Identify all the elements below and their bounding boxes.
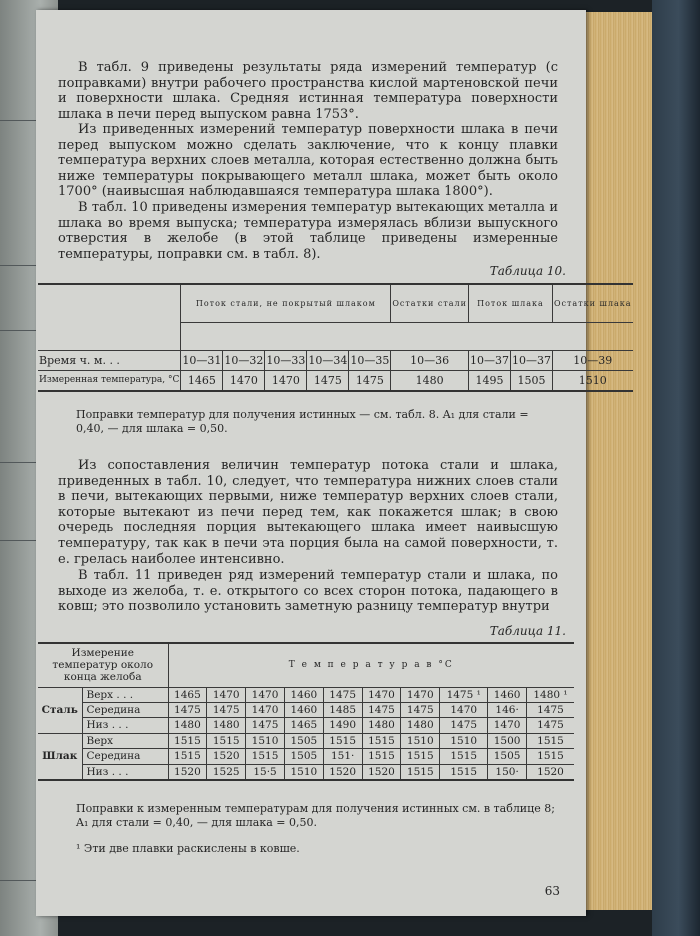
t11-cell: 1475 [207,702,246,717]
t11-cell: 1460 [284,702,323,717]
t11-cell: 1510 [246,733,285,748]
t11-cell: 1515 [401,749,440,764]
t11-cell: 1470 [246,687,285,702]
t11-cell: 1465 [168,687,207,702]
t11-cell: 1515 [440,764,488,780]
t11-cell: 150· [488,764,527,780]
t11-sublabel: Середина [82,702,168,717]
t11-cell: 1475 [168,702,207,717]
t11-cell: 1480 [207,718,246,733]
table-10 [38,283,632,392]
t11-cell: 1480 ¹ [527,687,574,702]
book-cover [652,0,700,936]
t11-cell: 1470 [401,687,440,702]
t10-time: 10—32 [223,350,265,370]
t11-sublabel: Верх . . . [82,687,168,702]
t10-temp: 1480 [391,370,469,391]
paragraph-1: В табл. 9 приведены результаты ряда измерений температур (с поправками) внутри рабочего пространства кислой мартеновской печи и поверхности шлака. Средняя истинная температура поверхности шлака в печи перед выпуском равна 1753°. [58,60,558,122]
t10-time: 10—31 [181,350,223,370]
t10-temp: 1470 [265,370,307,391]
t11-cell: 1515 [527,749,574,764]
t11-cell: 1465 [284,718,323,733]
t11-cell: 1520 [527,764,574,780]
t11-cell: 1475 [362,702,401,717]
t11-cell: 1470 [440,702,488,717]
t11-cell: 1505 [284,749,323,764]
t10-header-slag-rest: Остатки шлака [552,284,632,322]
t10-time: 10—37 [510,350,552,370]
t10-time: 10—39 [552,350,632,370]
t10-header-steel-flow: Поток стали, не покрытый шлаком [181,284,391,322]
t11-group-steel: Сталь [38,687,82,733]
t10-temp: 1475 [349,370,391,391]
paragraph-2: Из приведенных измерений температур поверхности шлака в печи перед выпуском можно сделать заключение, что к концу плавки температура верхних слоев металла, которая естественно должна быть ниже температуры покрывающего металл шлака, может быть около 1700° (наивысшая наблюдавшаяся температура шлака 1800°). [58,122,558,200]
t11-cell: 1500 [488,733,527,748]
t11-header-left: Измерение температур около конца желоба [38,643,168,687]
t11-cell: 1475 [440,718,488,733]
t11-cell: 1515 [362,733,401,748]
t11-cell: 1515 [440,749,488,764]
t11-cell: 1515 [362,749,401,764]
t11-cell: 1475 [323,687,362,702]
t11-group-slag: Шлак [38,733,82,780]
t11-cell: 1515 [401,764,440,780]
t11-cell: 1510 [284,764,323,780]
t11-cell: 1510 [440,733,488,748]
t10-time: 10—34 [307,350,349,370]
t10-label-temp: Измеренная температура, °C [38,370,181,391]
t10-label-time: Время ч. м. . . [38,350,181,370]
t11-cell: 1470 [207,687,246,702]
t11-cell: 1520 [362,764,401,780]
t11-sublabel: Верх [82,733,168,748]
t11-cell: 1460 [488,687,527,702]
t11-cell: 15·5 [246,764,285,780]
t11-sublabel: Низ . . . [82,764,168,780]
t11-cell: 1520 [323,764,362,780]
table10-note: Поправки температур для получения истинных — см. табл. 8. A₁ для стали = 0,40, — для шлака = 0,50. [76,408,529,435]
t11-cell: 1515 [527,733,574,748]
t10-temp: 1465 [181,370,223,391]
paragraph-4: Из сопоставления величин температур потока стали и шлака, приведенных в табл. 10, следует, что температура нижних слоев стали в печи, вытекающих первыми, ниже температур верхних слоев стали, которые вытекают из печи перед тем, как покажется шлак; в свою очередь последняя порция вытекающего шлака имеет наивысшую температуру, так как в печи эта порция была на самой поверхности, т. е. грелась наиболее интенсивно. [58,458,558,567]
t10-header-steel-rest: Остатки стали [391,284,469,322]
t11-cell: 1460 [284,687,323,702]
paragraph-3: В табл. 10 приведены измерения температур вытекающих металла и шлака во время выпуска; температура измерялась вблизи выпускного отверстия в желобе (в этой таблице приведены измеренные температуры, поправки см. в табл. 8). [58,200,558,262]
t11-cell: 1480 [168,718,207,733]
t11-cell: 1470 [246,702,285,717]
book-page [36,10,632,916]
t10-temp: 1470 [223,370,265,391]
t11-cell: 1520 [207,749,246,764]
t11-sublabel: Середина [82,749,168,764]
t11-cell: 1475 [401,702,440,717]
table-11 [38,642,574,781]
t11-cell: 1520 [168,764,207,780]
t11-cell: 1470 [362,687,401,702]
table11-caption: Таблица 11. [489,624,566,638]
t11-header-right: Т е м п е р а т у р а в °C [168,643,574,687]
t11-cell: 1515 [168,733,207,748]
t11-cell: 1515 [207,733,246,748]
t10-temp: 1510 [552,370,632,391]
t11-cell: 1480 [401,718,440,733]
t11-cell: 1505 [284,733,323,748]
t10-temp: 1475 [307,370,349,391]
t10-time: 10—36 [391,350,469,370]
t10-temp: 1495 [468,370,510,391]
t11-cell: 1475 [246,718,285,733]
t11-cell: 1505 [488,749,527,764]
t11-cell: 1475 ¹ [440,687,488,702]
t10-time: 10—33 [265,350,307,370]
t11-sublabel: Низ . . . [82,718,168,733]
t10-time: 10—35 [349,350,391,370]
table11-footnote: ¹ Эти две плавки раскислены в ковше. [76,842,300,855]
t11-cell: 1515 [246,749,285,764]
t11-cell: 151· [323,749,362,764]
table10-caption: Таблица 10. [489,264,566,278]
paragraph-5: В табл. 11 приведен ряд измерений температур стали и шлака, по выходе из желоба, т. е. открытого со всех сторон потока, падающего в ковш; это позволило установить заметную разницу температур внутри [58,568,558,615]
t11-cell: 1475 [527,718,574,733]
t11-cell: 1480 [362,718,401,733]
t11-cell: 1515 [168,749,207,764]
t11-cell: 1485 [323,702,362,717]
t10-temp: 1505 [510,370,552,391]
page-number: 63 [544,884,560,898]
t11-cell: 1510 [401,733,440,748]
t11-cell: 1525 [207,764,246,780]
t11-cell: 146· [488,702,527,717]
t11-cell: 1470 [488,718,527,733]
t11-cell: 1515 [323,733,362,748]
t10-header-slag-flow: Поток шлака [468,284,552,322]
book-page-edges [582,12,662,910]
t10-time: 10—37 [468,350,510,370]
table11-note: Поправки к измеренным температурам для получения истинных см. в таблице 8; A₁ для стали = 0,40, — для шлака = 0,50. [76,802,555,829]
t11-cell: 1475 [527,702,574,717]
t11-cell: 1490 [323,718,362,733]
